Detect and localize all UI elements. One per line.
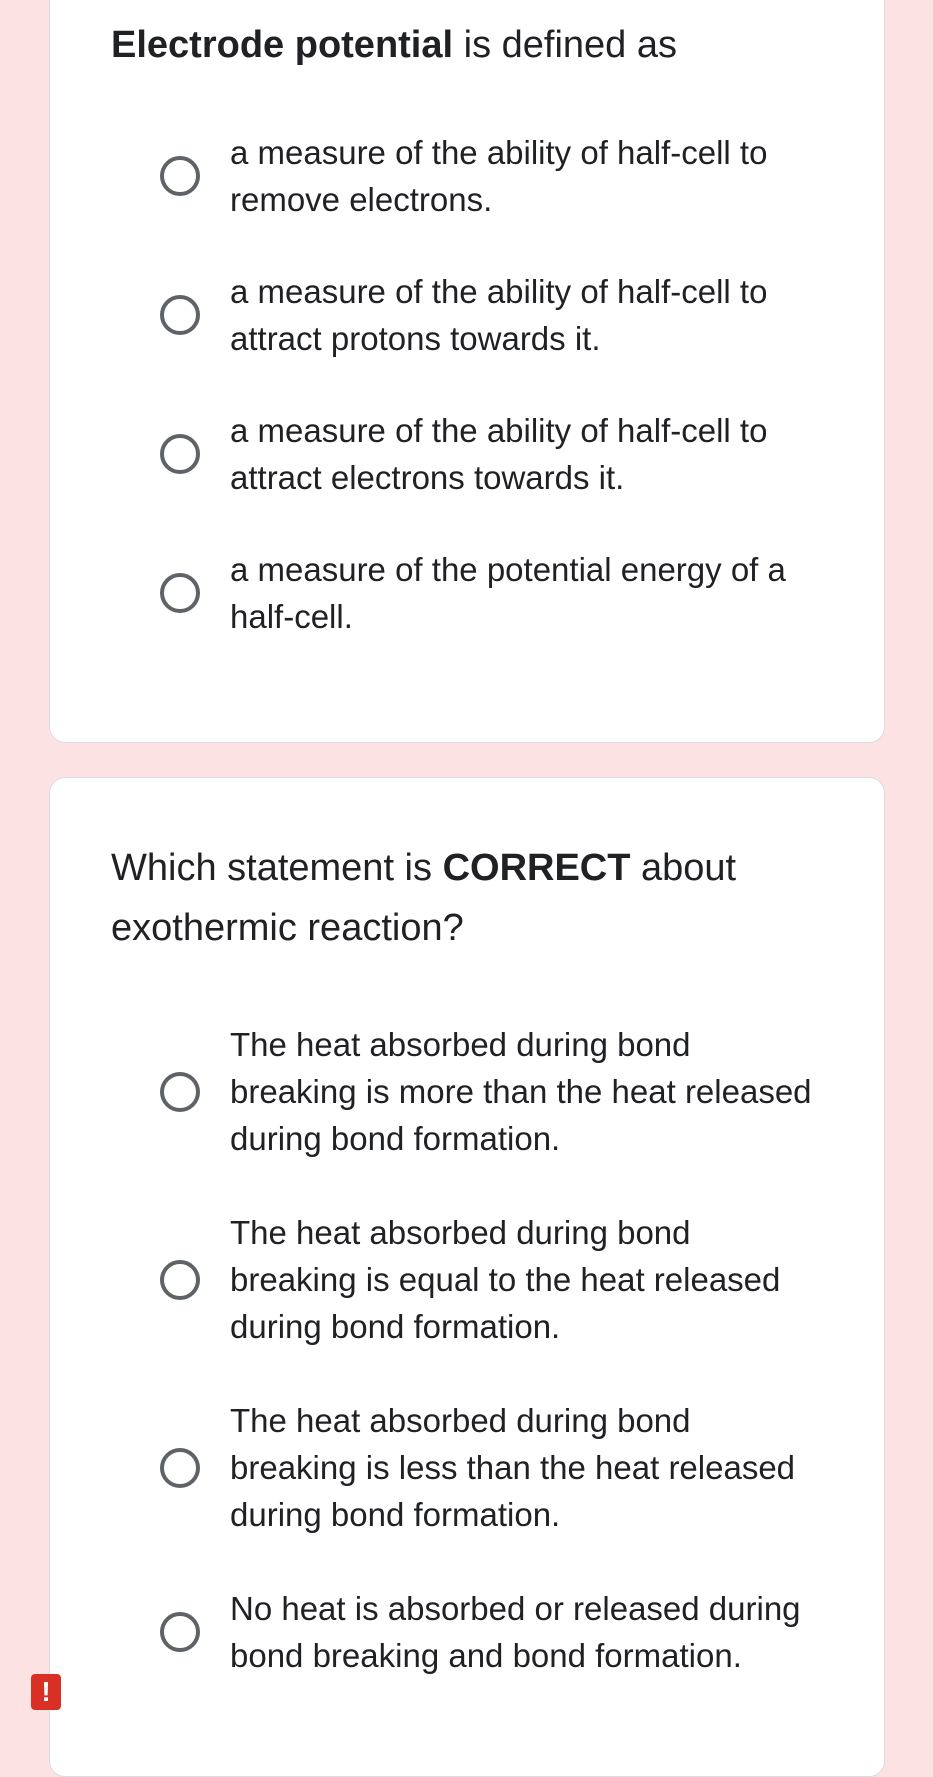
answer-option-label: a measure of the ability of half-cell to remove electrons.: [230, 134, 768, 218]
answer-option[interactable]: [110, 546, 830, 640]
answer-option[interactable]: [110, 1397, 830, 1538]
answer-option-label: The heat absorbed during bond breaking is equal to the heat released during bond formation.: [230, 1214, 781, 1345]
radio-button[interactable]: [160, 573, 200, 613]
question-title-bold: CORRECT: [442, 847, 631, 889]
radio-button[interactable]: [160, 1260, 200, 1300]
answer-option-label: The heat absorbed during bond breaking is less than the heat released during bond formation.: [230, 1402, 796, 1533]
radio-button[interactable]: [160, 156, 200, 196]
answer-option-label: a measure of the ability of half-cell to attract electrons towards it.: [230, 412, 768, 496]
radio-button[interactable]: [160, 295, 200, 335]
question-title-text: is defined as: [453, 24, 677, 66]
radio-button[interactable]: [160, 1612, 200, 1652]
question-card-electrode-potential: [49, 0, 885, 743]
radio-button[interactable]: [160, 1448, 200, 1488]
answer-option-label: a measure of the potential energy of a half-cell.: [230, 551, 786, 635]
question-title-text: Which statement is: [111, 847, 443, 889]
warning-icon: !: [31, 1674, 61, 1710]
answer-option[interactable]: [110, 1021, 830, 1162]
answer-option[interactable]: [110, 1209, 830, 1350]
radio-button[interactable]: [160, 434, 200, 474]
answer-option[interactable]: [110, 268, 830, 362]
answer-option-label: The heat absorbed during bond breaking is more than the heat released during bond formation.: [230, 1026, 812, 1157]
question-title: [111, 15, 791, 75]
answer-option[interactable]: [110, 407, 830, 501]
question-title: [111, 838, 791, 958]
radio-button[interactable]: [160, 1072, 200, 1112]
answer-option[interactable]: [110, 129, 830, 223]
question-card-exothermic-reaction: [49, 777, 885, 1777]
answer-option[interactable]: [110, 1585, 830, 1679]
question-title-text: about exothermic reaction?: [111, 847, 737, 949]
question-title-bold: Electrode potential: [111, 24, 454, 66]
answer-option-label: a measure of the ability of half-cell to attract protons towards it.: [230, 273, 768, 357]
answer-option-label: No heat is absorbed or released during bond breaking and bond formation.: [230, 1590, 801, 1674]
